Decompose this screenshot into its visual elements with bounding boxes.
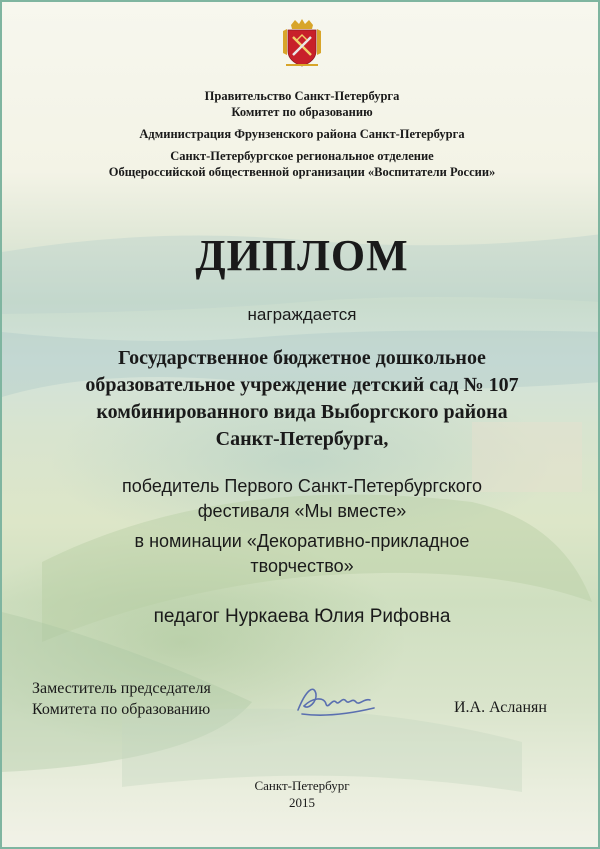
org-education-committee: Комитет по образованию <box>231 105 373 119</box>
st-petersburg-coat-of-arms-icon <box>279 19 325 69</box>
org-regional-branch: Санкт-Петербургское региональное отделение <box>170 149 434 163</box>
footer-city: Санкт-Петербург <box>254 778 350 793</box>
achievement-line-2: фестиваля «Мы вместе» <box>197 501 407 521</box>
teacher-name: педагог Нуркаева Юлия Рифовна <box>153 606 451 627</box>
org-district-administration: Администрация Фрунзенского района Санкт-Петербурга <box>139 127 465 141</box>
achievement-line-1: победитель Первого Санкт-Петербургского <box>122 476 482 496</box>
awarded-label: награждается <box>247 305 357 324</box>
achievement-line-4: творчество» <box>250 556 354 576</box>
recipient-line-3: комбинированного вида Выборгского района <box>96 401 508 423</box>
signatory-name: И.А. Асланян <box>454 699 547 716</box>
achievement-line-3: в номинации «Декоративно-прикладное <box>134 531 470 551</box>
diploma-title: ДИПЛОМ <box>195 231 409 280</box>
org-government: Правительство Санкт-Петербурга <box>204 89 400 103</box>
signatory-position-line-1: Заместитель председателя <box>32 680 211 697</box>
signatory-position-line-2: Комитета по образованию <box>32 701 211 718</box>
recipient-line-2: образовательное учреждение детский сад № 107 <box>85 374 519 396</box>
signatory-position <box>32 678 211 720</box>
handwritten-signature <box>292 680 382 722</box>
recipient-line-1: Государственное бюджетное дошкольное <box>118 347 486 369</box>
footer-year: 2015 <box>289 795 315 810</box>
recipient-line-4: Санкт-Петербурга, <box>215 428 389 450</box>
org-national-organization: Общероссийской общественной организации «Воспитатели России» <box>108 165 496 179</box>
